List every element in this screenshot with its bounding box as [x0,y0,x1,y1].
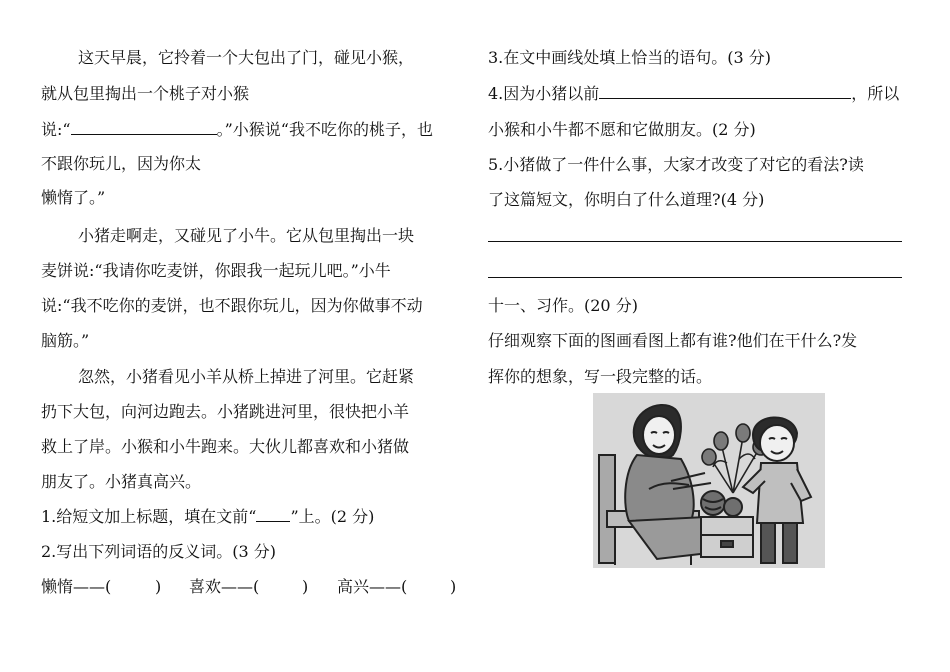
section-11-heading: 十一、习作。(20 分) [488,296,638,315]
question-text: ”上。(2 分) [290,507,375,526]
story-text-line: 扔下大包，向河边跑去。小猪跳进河里，很快把小羊 [41,402,410,421]
story-text-line: 忽然，小猪看见小羊从桥上掉进了河里。它赶紧 [78,367,415,386]
question-4-line2: 小猴和小牛都不愿和它做朋友。(2 分) [488,120,756,139]
antonym-paren[interactable]: ) [302,577,309,596]
answer-line[interactable] [488,277,902,278]
story-text-line: 懒惰了。” [41,188,106,207]
writing-prompt: 仔细观察下面的图画看图上都有谁?他们在干什么?发 [488,331,858,350]
antonym-item [337,577,407,597]
question-5: 5.小猪做了一件什么事，大家才改变了对它的看法?读 [488,155,864,174]
question-3: 3.在文中画线处填上恰当的语句。(3 分) [488,48,772,67]
story-text-line: 朋友了。小猪真高兴。 [41,472,202,491]
antonym-word: 喜欢——( [189,577,260,596]
antonym-item [189,577,259,597]
antonym-word: 高兴——( [337,577,408,596]
antonym-word: 懒惰——( [41,577,112,596]
story-text-line: 不跟你玩儿，因为你太 [41,154,202,173]
illustration-image [593,393,825,568]
antonym-paren[interactable]: ) [155,577,162,596]
story-text-line: 这天早晨，它拎着一个大包出了门，碰见小猴， [78,48,415,67]
question-text: 4.因为小猪以前 [488,84,600,103]
answer-line[interactable] [488,241,902,242]
story-text-line [41,120,433,140]
story-text-line: 麦饼说:“我请你吃麦饼，你跟我一起玩儿吧。”小牛 [41,261,391,280]
table-illustration [701,517,753,557]
question-1 [41,507,374,527]
question-2: 2.写出下列词语的反义词。(3 分) [41,542,277,561]
story-text-line: 救上了岸。小猴和小牛跑来。大伙儿都喜欢和小猪做 [41,437,410,456]
story-text: 。”小猴说“我不吃你的桃子，也 [216,120,433,139]
question-text: ，所以 [851,84,900,103]
story-text-line: 脑筋。” [41,331,90,350]
story-text-line: 说:“我不吃你的麦饼，也不跟你玩儿，因为你做事不动 [41,296,423,315]
antonym-item [41,577,111,597]
title-blank[interactable] [256,507,290,522]
fill-in-blank[interactable] [71,120,217,135]
question-4 [488,84,899,104]
story-text: 说:“ [41,120,71,139]
story-text-line: 小猪走啊走，又碰见了小牛。它从包里掏出一块 [78,226,415,245]
antonym-paren[interactable]: ) [450,577,457,596]
question-text: 1.给短文加上标题，填在文前“ [41,507,257,526]
writing-prompt-line2: 挥你的想象，写一段完整的话。 [488,367,713,386]
story-text-line: 就从包里掏出一个桃子对小猴 [41,84,250,103]
answer-blank[interactable] [599,84,851,99]
question-5-line2: 了这篇短文，你明白了什么道理?(4 分) [488,190,765,209]
